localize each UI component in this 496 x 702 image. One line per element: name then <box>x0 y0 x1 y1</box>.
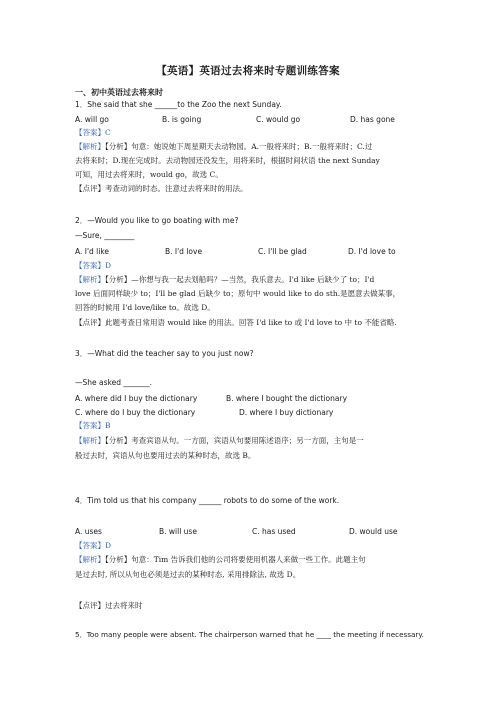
q2-option-c: C. I'll be glad <box>258 247 307 256</box>
q1-option-a: A. will go <box>75 115 109 124</box>
q4-analysis-tag: 【解析】 <box>75 555 105 564</box>
q2-option-d: D. I'd love to <box>348 247 396 256</box>
q4-answer: 【答案】D <box>75 541 112 550</box>
q4-analysis-line-2: 是过去时, 所以从句也必须是过去的某种时态, 采用排除法, 故选 D。 <box>75 570 301 579</box>
q4-option-b: B. will use <box>159 527 197 536</box>
question-1-stem: 1．She said that she ______to the Zoo the next Sunday. <box>75 100 282 109</box>
section-heading: 一、初中英语过去将来时 <box>75 87 163 97</box>
page-title: 【英语】英语过去将来时专题训练答案 <box>156 65 340 77</box>
q1-comment: 【点评】考查动词的时态。注意过去将来时的用法。 <box>75 184 248 193</box>
q2-answer: 【答案】D <box>75 261 112 270</box>
q1-analysis-tag: 【解析】 <box>75 142 105 151</box>
q2-analysis-line-2: love 后面同样缺少 to；I'll be glad 后缺少 to；原句中 would like to do sth.是愿意去做某事， <box>75 289 401 298</box>
question-4-stem: 4．Tim told us that his company ______ robots to do some of the work. <box>75 496 340 505</box>
question-2-stem-2: —Sure, ________ <box>75 231 135 240</box>
q3-analysis-text-1: 【分析】考查宾语从句。一方面，宾语从句要用陈述语序；另一方面，主句是一 <box>105 436 364 445</box>
q2-analysis-text-1: 【分析】—你想与我一起去划船吗？—当然，我乐意去。I'd like 后缺少了 to；I'd <box>105 275 375 284</box>
q3-analysis-line-2: 般过去时，宾语从句也要用过去的某种时态，故选 B。 <box>75 451 256 460</box>
q1-analysis-line-2: 去将来时；D.现在完成时。去动物园还没发生，用将来时，根据时间状语 the next Sunday <box>75 156 380 165</box>
question-2-stem: 2．—Would you like to go boating with me? <box>75 216 239 225</box>
q1-option-b: B. is going <box>162 115 202 124</box>
q3-option-a: A. where did I buy the dictionary <box>75 394 198 403</box>
question-5-stem: 5．Too many people were absent. The chairperson warned that he ____ the meeting if necessary. <box>75 630 424 639</box>
q4-analysis-line-1 <box>75 556 366 564</box>
q3-answer: 【答案】B <box>75 421 111 430</box>
q1-option-d: D. has gone <box>350 115 395 124</box>
q4-option-c: C. has used <box>252 527 296 536</box>
q4-option-a: A. uses <box>75 527 102 536</box>
q1-answer: 【答案】C <box>75 128 111 137</box>
q3-analysis-line-1 <box>75 437 364 445</box>
q2-analysis-tag: 【解析】 <box>75 275 105 284</box>
question-3-stem-2: —She asked _______. <box>75 378 152 387</box>
q1-option-c: C. would go <box>256 115 301 124</box>
q2-analysis-line-1 <box>75 276 374 284</box>
q2-option-a: A. I'd like <box>75 247 110 256</box>
q1-analysis-text-1: 【分析】句意：她说她下周星期天去动物园。A.一般将来时；B.一般将来时；C.过 <box>105 142 373 151</box>
q1-analysis-line-3: 可知，用过去将来时，would go，故选 C。 <box>75 170 223 179</box>
q3-option-d: D. where I buy dictionary <box>239 408 334 417</box>
q2-option-b: B. I'd love <box>165 247 203 256</box>
q3-option-b: B. where I bought the dictionary <box>226 394 348 403</box>
q2-comment: 【点评】此题考查日常用语 would like 的用法。回答 I'd like to 或 I'd love to 中 to 不能省略. <box>75 318 397 327</box>
q1-analysis-line-1 <box>75 143 372 151</box>
q4-analysis-text-1: 【分析】句意：Tim 告诉我们他的公司将要使用机器人来做一些工作。此题主句 <box>105 555 366 564</box>
q3-option-c: C. where do I buy the dictionary <box>75 408 196 417</box>
q4-comment: 【点评】过去将来时 <box>75 601 143 610</box>
question-3-stem: 3．—What did the teacher say to you just now? <box>75 349 254 358</box>
q3-analysis-tag: 【解析】 <box>75 436 105 445</box>
q2-analysis-line-3: 回答的时候用 I'd love/like to。故选 D。 <box>75 303 215 312</box>
q4-option-d: D. would use <box>349 527 398 536</box>
